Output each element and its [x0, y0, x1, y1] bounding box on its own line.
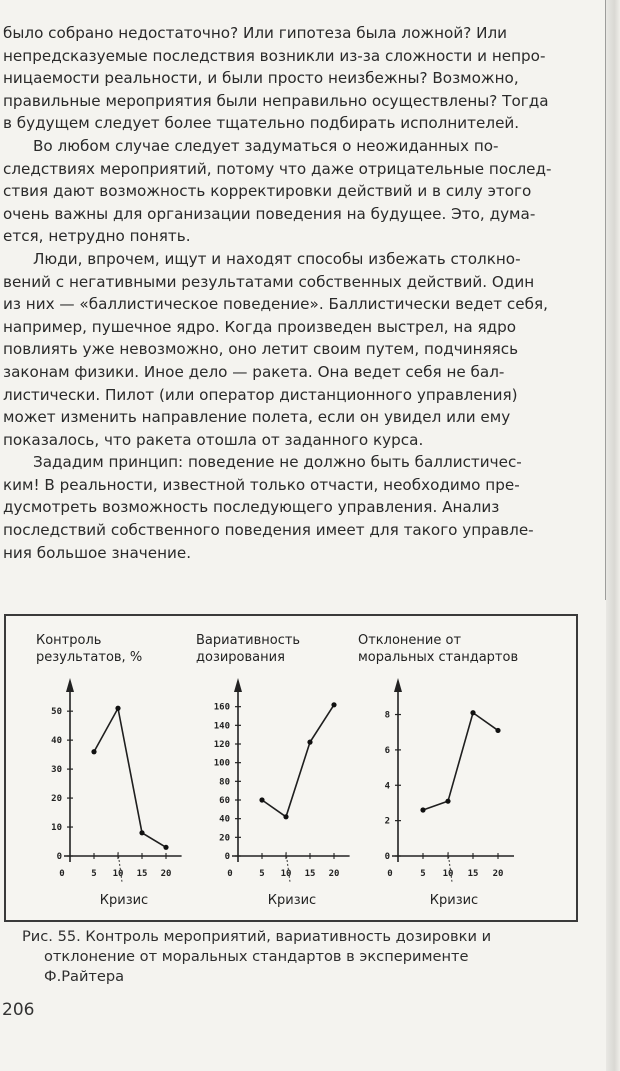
data-point — [495, 728, 500, 733]
page-number: 206 — [2, 1000, 35, 1020]
y-tick-label: 50 — [51, 707, 62, 718]
data-point — [163, 845, 168, 850]
y-tick-label: 140 — [213, 721, 230, 732]
chart-title-line: моральных стандартов — [358, 650, 519, 665]
data-point — [445, 799, 450, 804]
y-tick-label: 0 — [56, 852, 62, 862]
series-line — [423, 713, 498, 810]
figure-caption — [22, 927, 562, 987]
text-line: показалось, что ракета отошла от заданного курса. — [3, 430, 424, 449]
data-point — [420, 807, 425, 812]
text-line: следствиях мероприятий, потому что даже отрицательные послед- — [3, 159, 552, 178]
y-axis-arrow — [394, 678, 402, 692]
x-tick-label: 15 — [467, 869, 479, 879]
chart-title-line: результатов, % — [36, 650, 143, 665]
x-tick-label: 5 — [91, 869, 97, 879]
crisis-label: Кризис — [429, 893, 479, 908]
x-tick-label: 15 — [136, 869, 148, 879]
y-tick-label: 8 — [384, 710, 390, 721]
y-tick-label: 40 — [219, 814, 230, 825]
x-tick-label: 15 — [304, 869, 316, 879]
data-point — [139, 830, 144, 835]
text-line: листически. Пилот (или оператор дистанционного управления) — [3, 385, 518, 404]
y-axis-arrow — [66, 678, 74, 692]
chart-title-line: Контроль — [36, 633, 102, 648]
y-tick-label: 0 — [384, 852, 390, 862]
x-tick-label: 5 — [420, 869, 426, 879]
text-line: ствия дают возможность корректировки действий и в силу этого — [3, 182, 532, 201]
data-point — [331, 702, 336, 707]
figure-55 — [4, 614, 578, 922]
chart-title-line: Вариативность — [196, 633, 301, 648]
page-edge-shadow — [606, 0, 620, 1071]
text-line: законам физики. Иное дело — ракета. Она ведет себя не бал- — [3, 362, 505, 381]
y-tick-label: 0 — [224, 852, 230, 862]
text-line: дусмотреть возможность последующего управления. Анализ — [3, 498, 500, 517]
text-line: в будущем следует более тщательно подбирать исполнителей. — [3, 114, 520, 133]
x-tick-label: 10 — [280, 869, 292, 879]
y-tick-label: 160 — [213, 702, 230, 713]
series-line — [262, 705, 334, 817]
x-tick-label: 20 — [492, 869, 504, 879]
text-line: из них — «баллистическое поведение». Баллистически ведет себя, — [3, 295, 548, 314]
y-tick-label: 2 — [384, 816, 390, 827]
y-tick-label: 20 — [219, 833, 230, 844]
chart-title-line: дозирования — [196, 650, 285, 665]
data-point — [259, 797, 264, 802]
x-tick-label: 0 — [59, 869, 65, 879]
text-line: непредсказуемые последствия возникли из-за сложности и непро- — [3, 46, 546, 65]
x-tick-label: 10 — [112, 869, 124, 879]
y-tick-label: 30 — [51, 765, 62, 776]
series-line — [94, 708, 166, 847]
text-line: правильные мероприятия были неправильно осуществлены? Тогда — [3, 91, 549, 110]
data-point — [283, 814, 288, 819]
caption-line-1: Рис. 55. Контроль мероприятий, вариативность дозировки и — [22, 928, 492, 945]
chart-1 — [36, 633, 182, 908]
text-line: Во любом случае следует задуматься о неожиданных по- — [33, 136, 499, 155]
caption-line-3: Ф.Райтера — [44, 968, 125, 985]
y-tick-label: 4 — [384, 781, 390, 792]
data-point — [115, 706, 120, 711]
data-point — [470, 710, 475, 715]
x-tick-label: 5 — [259, 869, 265, 879]
chart-2 — [196, 633, 350, 908]
y-tick-label: 20 — [51, 794, 62, 805]
y-tick-label: 100 — [213, 758, 230, 769]
text-line: последствий собственного поведения имеет для такого управле- — [3, 521, 534, 540]
text-line: очень важны для организации поведения на будущее. Это, дума- — [3, 204, 536, 223]
crisis-label: Кризис — [99, 893, 149, 908]
y-tick-label: 120 — [213, 740, 230, 750]
x-tick-label: 10 — [442, 869, 454, 879]
y-axis-arrow — [234, 678, 242, 692]
y-tick-label: 80 — [219, 777, 230, 788]
margin-rule — [605, 0, 606, 600]
text-line: ким! В реальности, известной только отчасти, необходимо пре- — [3, 475, 520, 494]
body-text — [3, 22, 578, 564]
x-tick-label: 20 — [160, 869, 172, 879]
text-line: было собрано недостаточно? Или гипотеза была ложной? Или — [3, 24, 508, 42]
y-tick-label: 6 — [384, 745, 390, 756]
y-tick-label: 40 — [51, 736, 62, 747]
figure-charts — [6, 616, 576, 920]
x-tick-label: 0 — [387, 869, 393, 879]
crisis-label: Кризис — [267, 893, 317, 908]
chart-3 — [358, 633, 518, 908]
y-tick-label: 10 — [51, 823, 62, 834]
text-line: например, пушечное ядро. Когда произведен выстрел, на ядро — [3, 317, 517, 336]
x-tick-label: 0 — [227, 869, 233, 879]
text-line: повлиять уже невозможно, оно летит своим путем, подчиняясь — [3, 340, 519, 359]
text-line: Зададим принцип: поведение не должно быть баллистичес- — [33, 453, 522, 472]
chart-title-line: Отклонение от — [358, 633, 462, 648]
data-point — [91, 749, 96, 754]
text-line: ется, нетрудно понять. — [3, 227, 191, 246]
text-line: Люди, впрочем, ищут и находят способы избежать столкно- — [33, 249, 521, 268]
y-tick-label: 60 — [219, 796, 230, 806]
text-line: ния большое значение. — [3, 543, 192, 562]
x-tick-label: 20 — [328, 869, 340, 879]
data-point — [307, 740, 312, 745]
text-line: вений с негативными результатами собственных действий. Один — [3, 272, 535, 291]
text-line: ницаемости реальности, и были просто неизбежны? Возможно, — [3, 69, 519, 88]
text-line: может изменить направление полета, если он увидел или ему — [3, 408, 511, 427]
caption-line-2: отклонение от моральных стандартов в эксперименте — [44, 948, 469, 965]
